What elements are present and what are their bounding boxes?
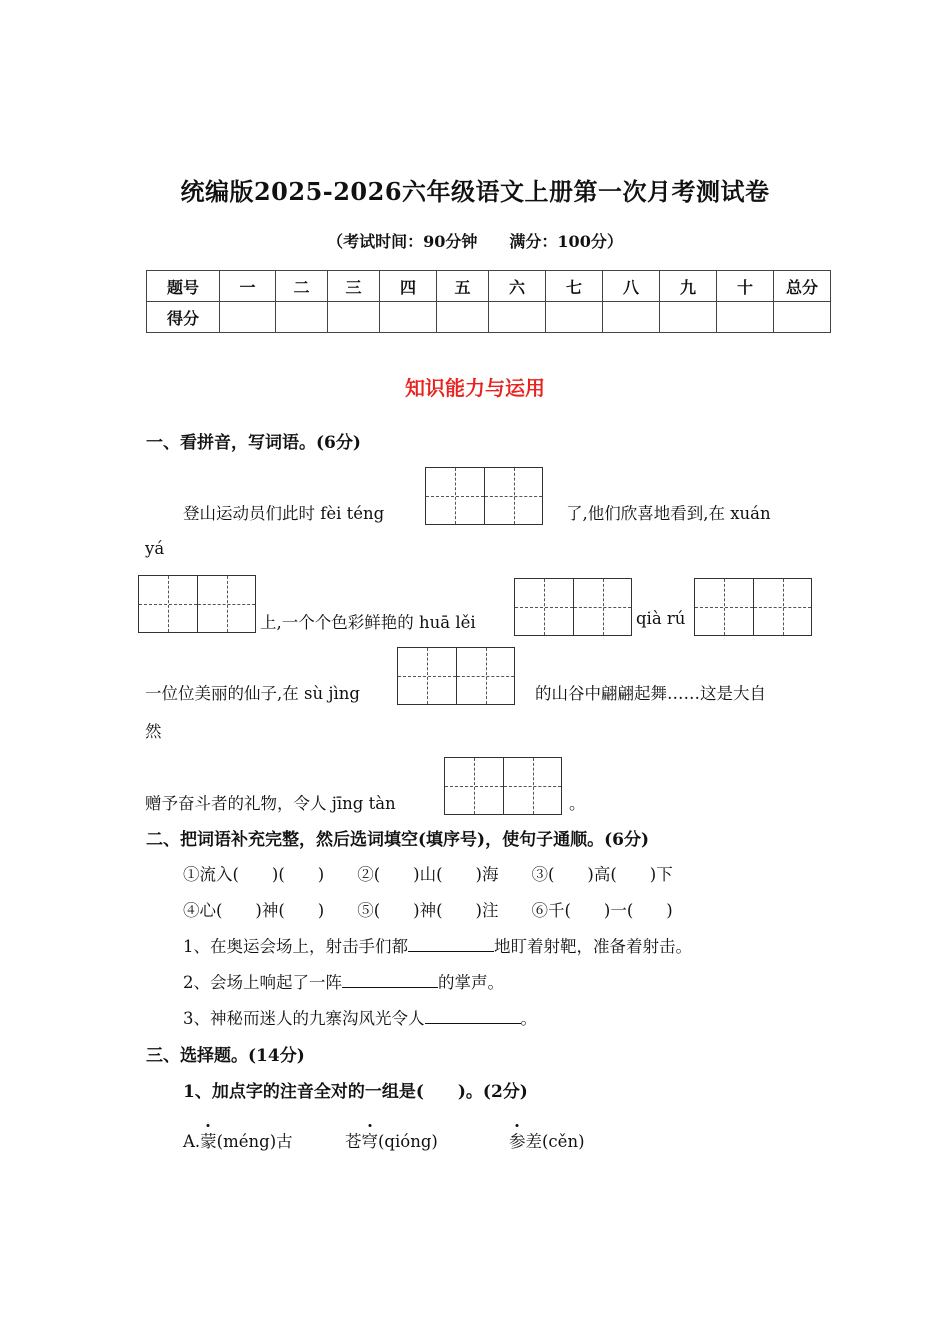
q1-line1-text: 登山运动员们此时 fèi téng bbox=[183, 504, 385, 523]
score-cell[interactable] bbox=[437, 302, 489, 333]
score-header-cell: 八 bbox=[603, 271, 660, 302]
q1-line1-wrap: yá bbox=[145, 539, 165, 558]
pinyin-answer-box[interactable] bbox=[425, 467, 543, 525]
q3-option-a-word-3 bbox=[509, 1128, 585, 1152]
q1-line4-b: 。 bbox=[569, 794, 586, 813]
score-cell[interactable] bbox=[489, 302, 546, 333]
score-header-cell: 二 bbox=[276, 271, 328, 302]
pinyin-answer-box[interactable] bbox=[694, 578, 812, 636]
score-header-cell: 五 bbox=[437, 271, 489, 302]
pinyin-answer-box[interactable] bbox=[514, 578, 632, 636]
dotted-char: 蒙 bbox=[200, 1132, 217, 1151]
score-cell[interactable] bbox=[660, 302, 717, 333]
q3-sub-question-1: 1、加点字的注音全对的一组是( )。(2分) bbox=[183, 1082, 528, 1102]
pinyin-answer-box[interactable] bbox=[138, 575, 256, 633]
q2-sentence-1 bbox=[183, 933, 692, 957]
question-2-title: 二、把词语补充完整，然后选词填空(填序号)，使句子通顺。(6分) bbox=[146, 830, 650, 850]
question-1-title: 一、看拼音，写词语。(6分) bbox=[146, 433, 361, 453]
q1-line1-after: 了,他们欣喜地看到,在 xuán bbox=[566, 504, 771, 523]
score-header-cell: 七 bbox=[546, 271, 603, 302]
q1-line2-b: qià rú bbox=[636, 609, 686, 628]
fill-blank[interactable] bbox=[425, 1007, 521, 1024]
score-header-cell: 三 bbox=[328, 271, 380, 302]
score-header-cell: 四 bbox=[380, 271, 437, 302]
score-header-cell: 总分 bbox=[774, 271, 831, 302]
q3-option-a-word-2 bbox=[345, 1128, 438, 1152]
q2-word-row-2: ④心( )神( ) ⑤( )神( )注 ⑥千( )一( ) bbox=[183, 901, 673, 920]
score-cell[interactable] bbox=[603, 302, 660, 333]
fill-blank[interactable] bbox=[408, 935, 494, 952]
option-text: 苍 bbox=[345, 1132, 362, 1151]
q2-sentence-2 bbox=[183, 969, 504, 993]
q2-s2-text-a: 2、会场上响起了一阵 bbox=[183, 973, 342, 992]
score-cell[interactable] bbox=[220, 302, 276, 333]
option-text: 差(cěn) bbox=[525, 1132, 585, 1151]
exam-info: （考试时间：90分钟 满分：100分） bbox=[327, 232, 623, 251]
q1-line3-b: 的山谷中翩翩起舞……这是大自 bbox=[535, 684, 766, 703]
option-label: A. bbox=[183, 1132, 201, 1151]
score-table-score-row bbox=[147, 302, 831, 333]
dotted-char: 穹 bbox=[361, 1132, 378, 1151]
q1-line4-a: 赠予奋斗者的礼物，令人 jīng tàn bbox=[145, 794, 396, 813]
q2-s3-text-b: 。 bbox=[520, 1009, 537, 1028]
score-header-cell: 六 bbox=[489, 271, 546, 302]
score-table-header-row bbox=[147, 271, 831, 302]
score-row-label: 得分 bbox=[147, 302, 220, 333]
option-text: (qióng) bbox=[378, 1132, 438, 1151]
score-cell[interactable] bbox=[546, 302, 603, 333]
q2-s1-text-b: 地盯着射靶，准备着射击。 bbox=[494, 937, 692, 956]
score-header-cell: 题号 bbox=[147, 271, 220, 302]
q2-s2-text-b: 的掌声。 bbox=[438, 973, 504, 992]
q1-line3-wrap: 然 bbox=[145, 722, 162, 741]
q1-line2-a: 上,一个个色彩鲜艳的 huā lěi bbox=[260, 613, 476, 632]
fill-blank[interactable] bbox=[342, 971, 438, 988]
question-3-title: 三、选择题。(14分) bbox=[146, 1046, 305, 1066]
q3-option-a bbox=[183, 1128, 293, 1152]
dotted-char: 参 bbox=[509, 1132, 526, 1151]
score-cell[interactable] bbox=[774, 302, 831, 333]
section-heading: 知识能力与运用 bbox=[405, 376, 545, 400]
page-title: 统编版2025-2026六年级语文上册第一次月考测试卷 bbox=[180, 177, 770, 206]
option-text: (méng)古 bbox=[216, 1132, 293, 1151]
q1-line3-a: 一位位美丽的仙子,在 sù jìng bbox=[145, 684, 360, 703]
score-table bbox=[146, 270, 831, 333]
q2-word-row-1: ①流入( )( ) ②( )山( )海 ③( )高( )下 bbox=[183, 865, 673, 884]
score-header-cell: 九 bbox=[660, 271, 717, 302]
score-cell[interactable] bbox=[328, 302, 380, 333]
q2-sentence-3 bbox=[183, 1005, 537, 1029]
score-header-cell: 一 bbox=[220, 271, 276, 302]
score-header-cell: 十 bbox=[717, 271, 774, 302]
pinyin-answer-box[interactable] bbox=[444, 757, 562, 815]
score-cell[interactable] bbox=[276, 302, 328, 333]
score-cell[interactable] bbox=[380, 302, 437, 333]
q2-s3-text-a: 3、神秘而迷人的九寨沟风光令人 bbox=[183, 1009, 425, 1028]
pinyin-answer-box[interactable] bbox=[397, 647, 515, 705]
q2-s1-text-a: 1、在奥运会场上，射击手们都 bbox=[183, 937, 408, 956]
score-cell[interactable] bbox=[717, 302, 774, 333]
